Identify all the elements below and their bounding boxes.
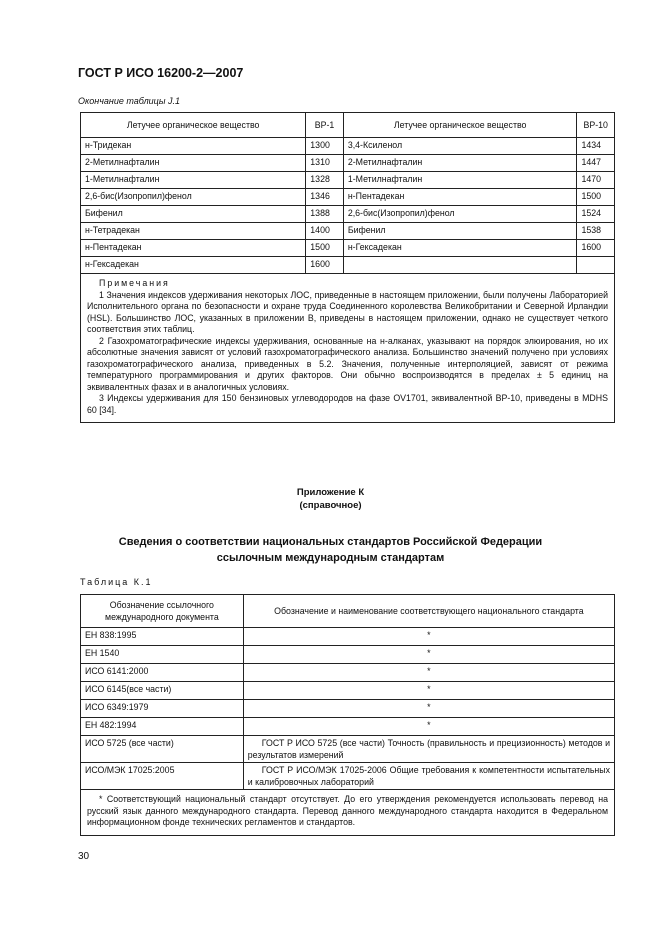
note-3: 3 Индексы удерживания для 150 бензиновых углеводородов на фазе OV1701, эквивалентной ВР-10, приведены в MDHS 60 [34]. [87, 393, 608, 415]
footnote-row [81, 790, 615, 836]
note-2: 2 Газохроматографические индексы удерживания, основанные на н-алканах, указывают на порядок элюирования, но их абсолютные значения зависят от условий газохроматографического анализа. Большинство значений получено при условиях газохроматографического анализа, приведенных в 5.2. Значения, полученные интерполяцией, зависят от режима температурного программирования и других факторов. Они обычно воспроизводятся в пределах ± 5 единиц на эквивалентных фазах и в аналогичных условиях. [87, 335, 608, 392]
table-row [81, 155, 615, 172]
table-cell: 1388 [306, 206, 344, 223]
table-cell: 1310 [306, 155, 344, 172]
appendix-heading-line2: ссылочным международным стандартам [216, 552, 445, 564]
table-cell: н-Пентадекан [81, 240, 306, 257]
notes-heading: Примечания [99, 278, 170, 288]
table-cell: 1600 [577, 240, 615, 257]
table-row [81, 189, 615, 206]
table-cell: ИСО/МЭК 17025:2005 [81, 763, 244, 790]
column-header: Обозначение ссылочного международного документа [81, 595, 244, 628]
table-cell: 1300 [306, 138, 344, 155]
column-header: Летучее органическое вещество [81, 113, 306, 138]
table-cell: н-Тетрадекан [81, 223, 306, 240]
table-cell: ЕН 838:1995 [81, 628, 244, 646]
table-cell: 1524 [577, 206, 615, 223]
table-row [81, 223, 615, 240]
table-cell: 1470 [577, 172, 615, 189]
column-header: Обозначение и наименование соответствующего национального стандарта [243, 595, 614, 628]
table-cell: Бифенил [81, 206, 306, 223]
table-row [81, 736, 615, 763]
table-cell: * [243, 700, 614, 718]
table-cell: ГОСТ Р ИСО 5725 (все части) Точность (правильность и прецизионность) методов и результатов измерений [243, 736, 614, 763]
table-cell: ЕН 1540 [81, 646, 244, 664]
table-cell: 1500 [306, 240, 344, 257]
table-cell: 1-Метилнафталин [343, 172, 577, 189]
table-cell: н-Тридекан [81, 138, 306, 155]
table-k1-caption: Таблица К.1 [80, 577, 153, 587]
table-cell: 1-Метилнафталин [81, 172, 306, 189]
table-row [81, 206, 615, 223]
table-cell: 2-Метилнафталин [81, 155, 306, 172]
table-row [81, 138, 615, 155]
table-j1-caption: Окончание таблицы J.1 [78, 96, 180, 106]
table-row [81, 257, 615, 274]
table-row [81, 172, 615, 189]
appendix-title: Приложение К [296, 487, 365, 498]
table-row [81, 628, 615, 646]
table-cell: 1500 [577, 189, 615, 206]
table-k1 [80, 594, 615, 836]
table-cell: * [243, 718, 614, 736]
table-cell: * [243, 628, 614, 646]
footnote-text: * Соответствующий национальный стандарт отсутствует. До его утверждения рекомендуется использовать перевод на русский язык данного международного стандарта. Перевод данного международного стандарта находится в Федеральном информационном фонде технических регламентов и стандартов. [87, 794, 608, 827]
appendix-subtitle: (справочное) [299, 500, 362, 511]
table-row [81, 664, 615, 682]
table-cell: ИСО 5725 (все части) [81, 736, 244, 763]
table-row [81, 700, 615, 718]
table-cell: н-Гексадекан [343, 240, 577, 257]
note-1: 1 Значения индексов удерживания некоторых ЛОС, приведенные в настоящем приложении, были получены Лабораторией Исполнительного органа по безопасности и охране труда Соединенного королевства Великобритании и Северной Ирландии (HSL). Большинство ЛОС, указанных в приложении В, приведены в настоящем приложении, однако не существует четкого соответствия этих таблиц. [87, 289, 608, 334]
table-cell: 1346 [306, 189, 344, 206]
table-cell: 1400 [306, 223, 344, 240]
table-cell: * [243, 664, 614, 682]
table-cell: 1328 [306, 172, 344, 189]
table-cell: н-Гексадекан [81, 257, 306, 274]
table-j1 [80, 112, 615, 423]
table-cell: * [243, 646, 614, 664]
table-cell: ЕН 482:1994 [81, 718, 244, 736]
table-row [81, 646, 615, 664]
table-cell: ИСО 6141:2000 [81, 664, 244, 682]
table-row [81, 718, 615, 736]
column-header: ВР-10 [577, 113, 615, 138]
appendix-heading-line1: Сведения о соответствии национальных стандартов Российской Федерации [118, 536, 543, 548]
table-row [81, 240, 615, 257]
table-header-row [81, 113, 615, 138]
table-cell: 2-Метилнафталин [343, 155, 577, 172]
table-cell: 1538 [577, 223, 615, 240]
table-cell: ГОСТ Р ИСО/МЭК 17025-2006 Общие требования к компетентности испытательных и калибровочных лабораторий [243, 763, 614, 790]
table-cell: Бифенил [343, 223, 577, 240]
table-cell: 2,6-бис(Изопропил)фенол [343, 206, 577, 223]
table-row [81, 682, 615, 700]
table-cell [577, 257, 615, 274]
table-cell: ИСО 6145(все части) [81, 682, 244, 700]
table-row [81, 763, 615, 790]
table-cell: * [243, 682, 614, 700]
table-cell: 1447 [577, 155, 615, 172]
page-number: 30 [78, 851, 90, 862]
table-cell [343, 257, 577, 274]
table-cell: 3,4-Ксиленол [343, 138, 577, 155]
document-title: ГОСТ Р ИСО 16200-2—2007 [78, 66, 244, 80]
table-cell: н-Пентадекан [343, 189, 577, 206]
table-cell: 2,6-бис(Изопропил)фенол [81, 189, 306, 206]
table-cell: ИСО 6349:1979 [81, 700, 244, 718]
table-cell: 1434 [577, 138, 615, 155]
table-header-row [81, 595, 615, 628]
column-header: Летучее органическое вещество [343, 113, 577, 138]
column-header: ВР-1 [306, 113, 344, 138]
notes-cell [81, 274, 615, 423]
notes-row [81, 274, 615, 423]
table-cell: 1600 [306, 257, 344, 274]
footnote-cell [81, 790, 615, 836]
